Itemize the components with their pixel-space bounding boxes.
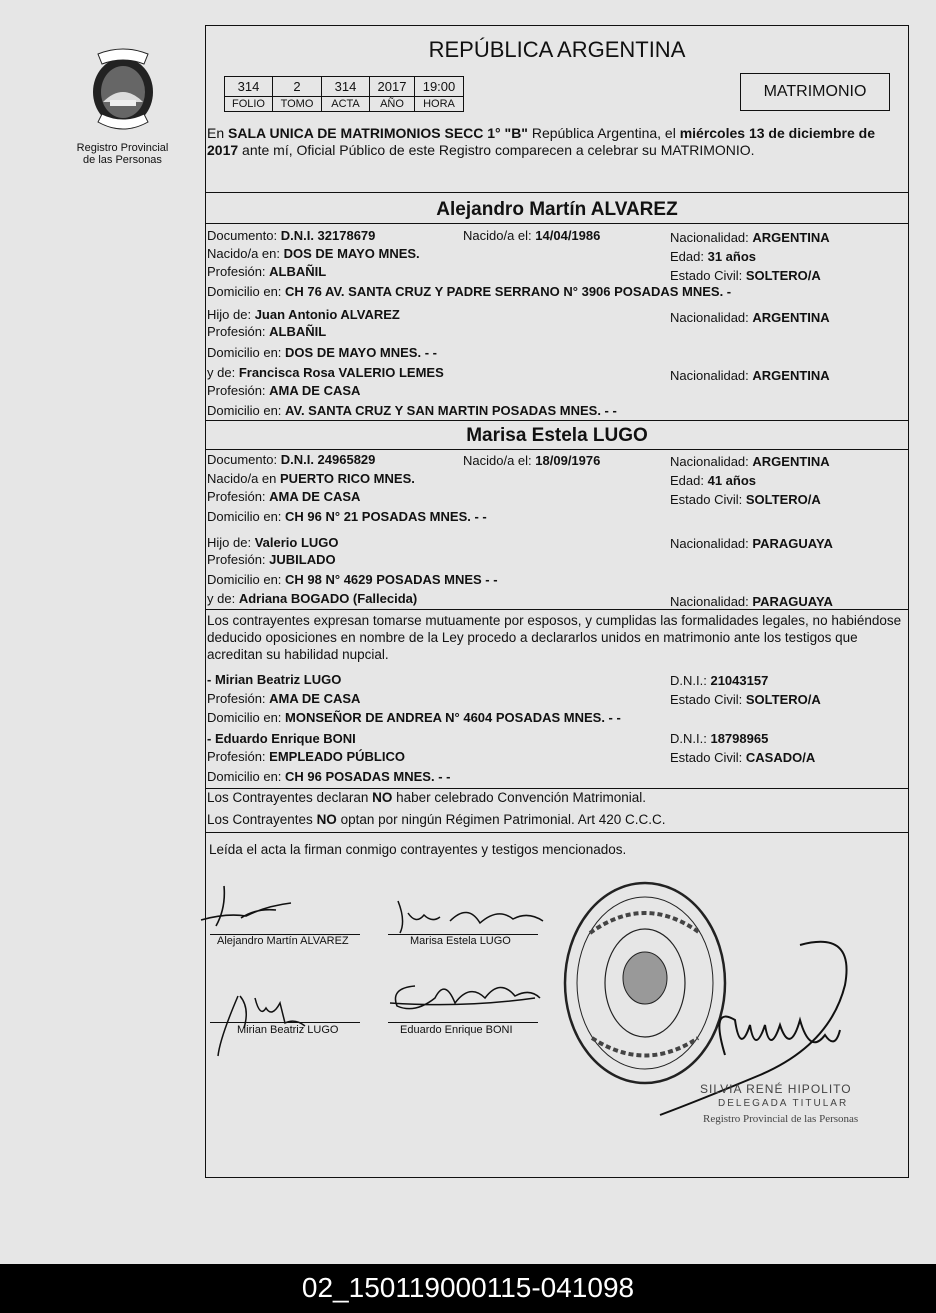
logo-caption-line1: Registro Provincial <box>76 142 169 154</box>
document-id: 02_150119000115-041098 <box>301 1272 635 1303</box>
witness2-domicilio: Domicilio en: CH 96 POSADAS MNES. - - <box>207 769 451 784</box>
bride-nacido-en: Nacido/a en PUERTO RICO MNES. <box>207 471 415 486</box>
bride-profesion: Profesión: AMA DE CASA <box>207 489 361 504</box>
misiones-seal <box>78 42 168 136</box>
folio-value: 314 <box>225 77 273 97</box>
divider <box>205 832 909 833</box>
hora-label: HORA <box>415 97 464 112</box>
witness1-profesion: Profesión: AMA DE CASA <box>207 691 361 706</box>
intro-paragraph <box>207 125 909 159</box>
witness1-dni: D.N.I.: 21043157 <box>670 673 769 688</box>
act-type-box: MATRIMONIO <box>740 73 890 111</box>
witness2-estado-civil: Estado Civil: CASADO/A <box>670 750 816 765</box>
divider <box>205 192 909 193</box>
witness1-signature-line <box>210 1022 360 1023</box>
groom-nacido-en: Nacido/a en: DOS DE MAYO MNES. <box>207 246 420 261</box>
groom-nacionalidad: Nacionalidad: ARGENTINA <box>670 230 830 245</box>
document-id-bar <box>0 1264 936 1313</box>
witness1-domicilio: Domicilio en: MONSEÑOR DE ANDREA N° 4604 POSADAS MNES. - - <box>207 710 621 725</box>
intro-text-3: ante mí, Oficial Público de este Registro comparecen a celebrar su MATRIMONIO. <box>238 142 755 158</box>
bride-father-domicilio: Domicilio en: CH 98 N° 4629 POSADAS MNES - - <box>207 572 498 587</box>
witness1-signature <box>210 978 320 1058</box>
bride-father-nacionalidad: Nacionalidad: PARAGUAYA <box>670 536 833 551</box>
groom-mother-profesion: Profesión: AMA DE CASA <box>207 383 361 398</box>
official-organization: Registro Provincial de las Personas <box>703 1113 859 1125</box>
hora-value: 19:00 <box>415 77 464 97</box>
divider <box>205 609 909 610</box>
official-title: DELEGADA TITULAR <box>718 1098 849 1109</box>
groom-signature <box>196 878 306 938</box>
convention-note: Los Contrayentes declaran NO haber celebrado Convención Matrimonial. <box>207 790 646 805</box>
bride-father: Hijo de: Valerio LUGO <box>207 535 339 550</box>
logo-caption-line2: de las Personas <box>83 154 162 166</box>
divider <box>205 420 909 421</box>
witness2-signature-line <box>388 1022 538 1023</box>
bride-father-profesion: Profesión: JUBILADO <box>207 552 336 567</box>
anio-value: 2017 <box>370 77 415 97</box>
divider <box>205 449 909 450</box>
registry-table <box>224 76 464 112</box>
intro-date: miércoles 13 de diciembre de 2017 <box>207 125 876 158</box>
groom-edad: Edad: 31 años <box>670 249 757 264</box>
bride-mother: y de: Adriana BOGADO (Fallecida) <box>207 591 418 606</box>
witness2-name: - Eduardo Enrique BONI <box>207 731 356 746</box>
acta-value: 314 <box>322 77 370 97</box>
groom-signature-label: Alejandro Martín ALVAREZ <box>217 935 349 947</box>
bride-nacionalidad: Nacionalidad: ARGENTINA <box>670 454 830 469</box>
bride-domicilio: Domicilio en: CH 96 N° 21 POSADAS MNES. - - <box>207 509 487 524</box>
witness1-estado-civil: Estado Civil: SOLTERO/A <box>670 692 821 707</box>
tomo-value: 2 <box>273 77 322 97</box>
bride-documento: Documento: D.N.I. 24965829 <box>207 452 376 467</box>
groom-father: Hijo de: Juan Antonio ALVAREZ <box>207 307 400 322</box>
groom-nacido-el: Nacido/a el: 14/04/1986 <box>463 228 601 243</box>
intro-place: SALA UNICA DE MATRIMONIOS SECC 1° "B" <box>228 125 528 141</box>
groom-estado-civil: Estado Civil: SOLTERO/A <box>670 268 821 283</box>
bride-signature <box>388 893 548 938</box>
bride-mother-nacionalidad: Nacionalidad: PARAGUAYA <box>670 594 833 609</box>
bride-name-heading: Marisa Estela LUGO <box>466 425 648 446</box>
regime-note: Los Contrayentes NO optan por ningún Régimen Patrimonial. Art 420 C.C.C. <box>207 812 666 827</box>
bride-edad: Edad: 41 años <box>670 473 757 488</box>
acta-label: ACTA <box>322 97 370 112</box>
witness2-profesion: Profesión: EMPLEADO PÚBLICO <box>207 749 405 764</box>
groom-profesion: Profesión: ALBAÑIL <box>207 264 327 279</box>
closing-statement: Leída el acta la firman conmigo contrayentes y testigos mencionados. <box>209 842 627 857</box>
intro-text-2: República Argentina, el <box>527 125 680 141</box>
bride-nacido-el: Nacido/a el: 18/09/1976 <box>463 453 601 468</box>
groom-domicilio: Domicilio en: CH 76 AV. SANTA CRUZ Y PADRE SERRANO N° 3906 POSADAS MNES. - <box>207 284 732 299</box>
witness2-signature-label: Eduardo Enrique BONI <box>400 1024 513 1036</box>
groom-mother-domicilio: Domicilio en: AV. SANTA CRUZ Y SAN MARTIN POSADAS MNES. - - <box>207 403 617 418</box>
tomo-label: TOMO <box>273 97 322 112</box>
country-title: REPÚBLICA ARGENTINA <box>428 37 686 62</box>
groom-name-heading: Alejandro Martín ALVAREZ <box>436 199 678 220</box>
divider <box>205 223 909 224</box>
divider <box>205 788 909 789</box>
declaration-paragraph: Los contrayentes expresan tomarse mutuamente por esposos, y cumplidas las formalidades legales, no habiéndose deducido oposiciones en nombre de la Ley procedo a declararlos unidos en matrimonio ante los testigos que acreditan su habilidad nupcial. <box>207 613 902 662</box>
witness1-name: - Mirian Beatriz LUGO <box>207 672 342 687</box>
witness2-dni: D.N.I.: 18798965 <box>670 731 769 746</box>
groom-documento: Documento: D.N.I. 32178679 <box>207 228 376 243</box>
bride-estado-civil: Estado Civil: SOLTERO/A <box>670 492 821 507</box>
witness2-signature <box>385 968 545 1023</box>
groom-mother: y de: Francisca Rosa VALERIO LEMES <box>207 365 444 380</box>
groom-father-profesion: Profesión: ALBAÑIL <box>207 324 327 339</box>
groom-mother-nacionalidad: Nacionalidad: ARGENTINA <box>670 368 830 383</box>
anio-label: AÑO <box>370 97 415 112</box>
logo-caption <box>60 142 185 166</box>
folio-label: FOLIO <box>225 97 273 112</box>
witness1-signature-label: Mirian Beatriz LUGO <box>237 1024 339 1036</box>
official-name: SILVIA RENÉ HIPOLITO <box>700 1082 852 1096</box>
intro-text-1: En <box>207 125 229 141</box>
groom-father-domicilio: Domicilio en: DOS DE MAYO MNES. - - <box>207 345 437 360</box>
bride-signature-label: Marisa Estela LUGO <box>410 935 511 947</box>
groom-father-nacionalidad: Nacionalidad: ARGENTINA <box>670 310 830 325</box>
